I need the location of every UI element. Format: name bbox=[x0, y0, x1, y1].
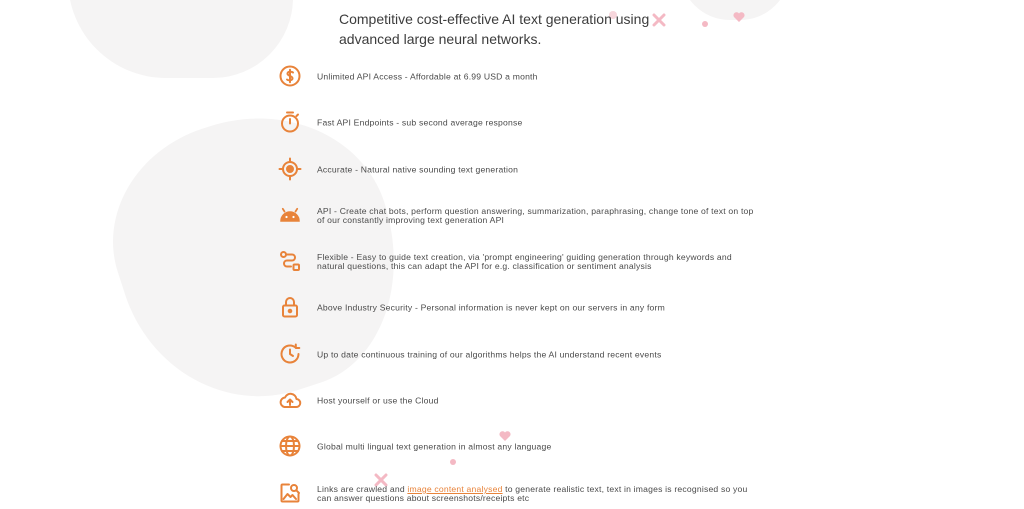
feature-flexible bbox=[276, 247, 766, 277]
android-robot-icon bbox=[276, 201, 304, 229]
feature-text: Global multi lingual text generation in almost any language bbox=[317, 441, 552, 452]
feature-text: Unlimited API Access - Affordable at 6.99 USD a month bbox=[317, 71, 538, 82]
feature-text-end: to generate realistic text, text in images is recognised so you can answer questions about screenshots/receipts etc bbox=[317, 484, 748, 503]
route-icon bbox=[276, 247, 304, 275]
feature-image-analysis bbox=[276, 479, 766, 509]
decoration-heart bbox=[733, 11, 745, 23]
feature-text: Flexible - Easy to guide text creation, via 'prompt engineering' guiding generation through keywords and natural questions, this can adapt the API for e.g. classification or sentiment analysis bbox=[317, 252, 732, 271]
feature-api bbox=[276, 201, 766, 231]
intro-text: Competitive cost-effective AI text generation using advanced large neural networks. bbox=[339, 11, 650, 47]
cloud-upload-icon bbox=[276, 386, 304, 414]
feature-text: Above Industry Security - Personal information is never kept on our servers in any form bbox=[317, 302, 665, 313]
feature-text: Fast API Endpoints - sub second average response bbox=[317, 117, 523, 128]
feature-text: API - Create chat bots, perform question answering, summarization, paraphrasing, change tone of text on top of our constantly improving text generation API bbox=[317, 206, 754, 225]
dollar-circle-icon bbox=[276, 62, 304, 90]
feature-security bbox=[276, 293, 766, 323]
background-blob-top-left bbox=[68, 0, 293, 78]
feature-text-start: Links are crawled and bbox=[317, 484, 408, 494]
image-content-analysed-link[interactable]: image content analysed bbox=[407, 484, 503, 494]
lock-icon bbox=[276, 293, 304, 321]
feature-unlimited-api bbox=[276, 62, 766, 92]
image-search-icon bbox=[276, 479, 304, 507]
feature-text: Host yourself or use the Cloud bbox=[317, 395, 439, 406]
feature-training bbox=[276, 340, 766, 370]
feature-fast-api bbox=[276, 108, 766, 138]
feature-accurate bbox=[276, 155, 766, 185]
feature-hosting bbox=[276, 386, 766, 416]
globe-icon bbox=[276, 432, 304, 460]
feature-text: Accurate - Natural native sounding text generation bbox=[317, 164, 519, 175]
crosshair-target-icon bbox=[276, 155, 304, 183]
feature-text bbox=[317, 485, 757, 503]
feature-multilingual bbox=[276, 432, 766, 462]
stopwatch-icon bbox=[276, 108, 304, 136]
decoration-dot bbox=[702, 21, 708, 27]
feature-text: Up to date continuous training of our algorithms helps the AI understand recent events bbox=[317, 349, 662, 360]
update-clock-icon bbox=[276, 340, 304, 368]
